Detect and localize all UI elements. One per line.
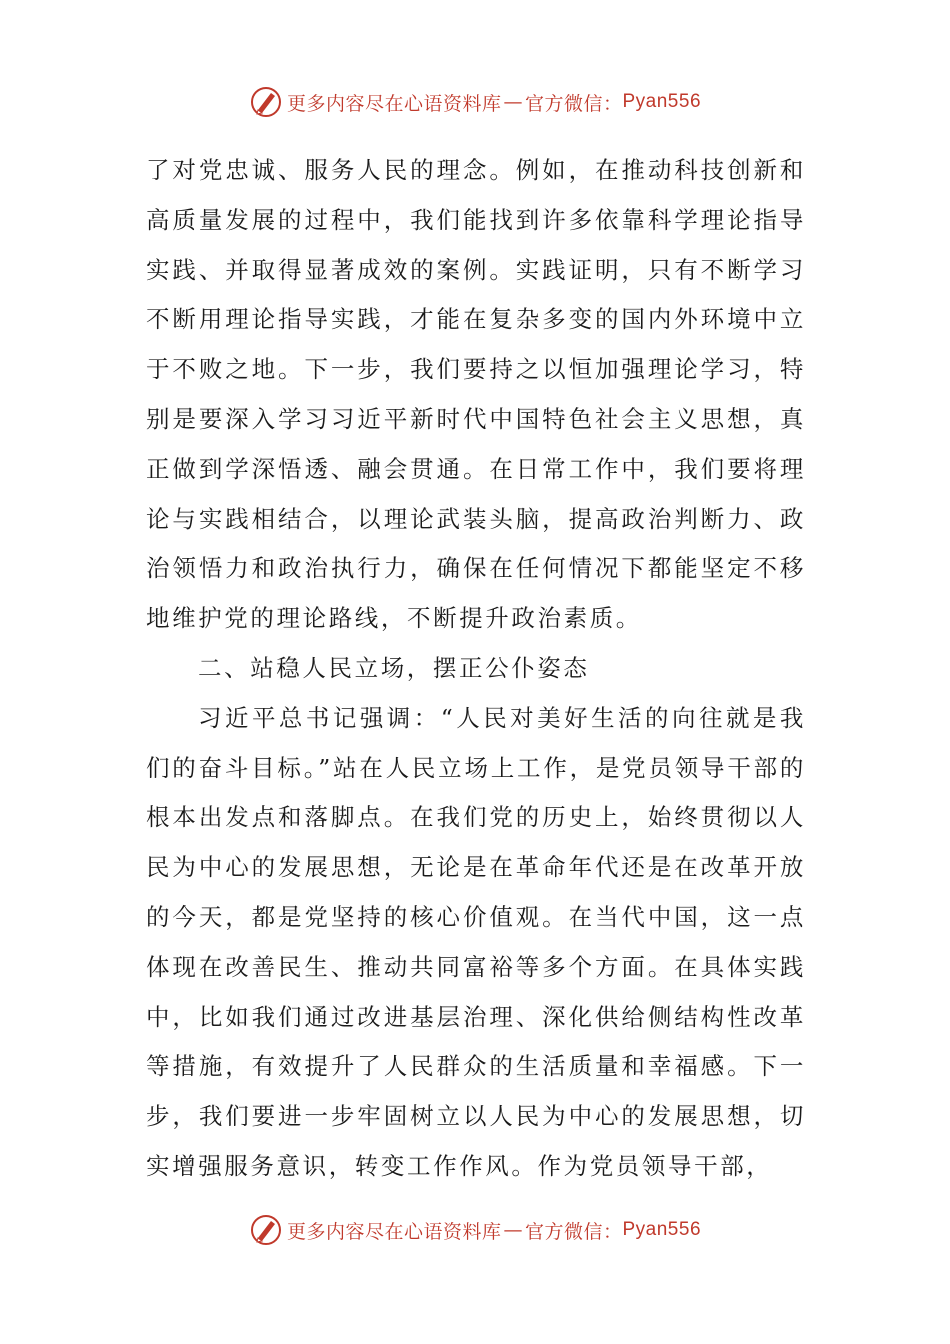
section-heading-2: 二、站稳人民立场，摆正公仆姿态 [198,653,590,682]
body-paragraph-1: 了对党忠诚、服务人民的理念。例如，在推动科技创新和高质量发展的过程中，我们能找到许多依靠科学理论指导实践、并取得显著成效的案例。实践证明，只有不断学习不断用理论指导实践，才能在复杂多变的国内外环境中立于不败之地。下一步，我们要持之以恒加强理论学习，特别是要深入学习习近平新时代中国特色社会主义思想，真正做到学深悟透、融会贯通。在日常工作中，我们要将理论与实践相结合，以理论武装头脑，提高政治判断力、政治领悟力和政治执行力，确保在任何情况下都能坚定不移地维护党的理论路线，不断提升政治素质。 [146,156,806,633]
watermark-site: 更多内容尽在心语资料库 [286,1220,502,1243]
watermark-id: Pyan556 [622,1219,702,1240]
watermark-separator: — [503,1219,523,1241]
footer-watermark [0,1210,950,1250]
pen-logo-icon [249,85,283,119]
pen-logo-icon [249,1213,283,1247]
watermark-label: 官方微信： [524,92,623,115]
header-watermark [0,82,950,122]
watermark-site: 更多内容尽在心语资料库 [286,92,502,115]
watermark-id: Pyan556 [622,91,702,112]
watermark-separator: — [503,91,523,113]
body-paragraph-3: 习近平总书记强调：“人民对美好生活的向往就是我们的奋斗目标。”站在人民立场上工作，是党员领导干部的根本出发点和落脚点。在我们党的历史上，始终贯彻以人民为中心的发展思想，无论是在革命年代还是在改革开放的今天，都是党坚持的核心价值观。在当代中国，这一点体现在改善民生、推动共同富裕等多个方面。在具体实践中，比如我们通过改进基层治理、深化供给侧结构性改革等措施，有效提升了人民群众的生活质量和幸福感。下一步，我们要进一步牢固树立以人民为中心的发展思想，切实增强服务意识，转变工作作风。作为党员领导干部， [146,703,806,1180]
document-body [146,146,806,1192]
watermark-label: 官方微信： [524,1220,623,1243]
